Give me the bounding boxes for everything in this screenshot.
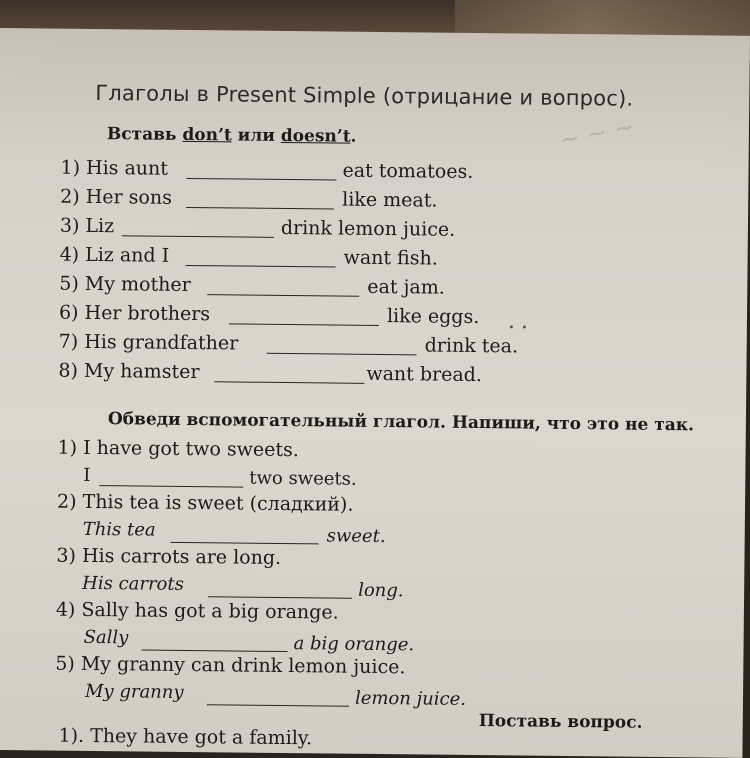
option-dont: don’t: [182, 124, 232, 146]
answer-blank[interactable]: [207, 704, 349, 706]
answer-blank[interactable]: [267, 353, 417, 356]
exercise1-item-right: drink lemon juice.: [280, 216, 456, 241]
exercise1-item-left: 6) Her brothers: [58, 301, 211, 326]
exercise2-answer-right: a big orange.: [293, 633, 415, 656]
exercise1-item-right: drink tea.: [424, 334, 519, 358]
exercise1-item-right: eat tomatoes.: [342, 159, 474, 183]
section3-heading: Поставь вопрос.: [478, 711, 643, 733]
exercise1-item-left: 8) My hamster: [58, 359, 200, 384]
stray-dot: [523, 325, 526, 328]
exercise1-item-left: 7) His grandfather: [58, 330, 239, 355]
answer-blank[interactable]: [186, 178, 336, 181]
exercise2-answer-left: His carrots: [82, 572, 185, 595]
exercise2-answer-left: Sally: [83, 626, 129, 649]
exercise1-item-left: 1) His aunt: [60, 156, 169, 180]
exercise2-sentence: 1) I have got two sweets.: [57, 436, 299, 462]
exercise2-sentence: 3) His carrots are long.: [56, 544, 282, 569]
worksheet-title: Глаголы в Present Simple (отрицание и вопрос).: [95, 81, 634, 111]
exercise1-item-right: like meat.: [342, 188, 438, 212]
exercise2-sentence: 2) This tea is sweet (сладкий).: [56, 490, 354, 516]
exercise1-item-left: 5) My mother: [59, 272, 191, 297]
exercise1-item-left: 4) Liz and I: [59, 243, 170, 267]
exercise1-item-right: want fish.: [343, 246, 438, 270]
answer-blank[interactable]: [208, 596, 352, 599]
answer-blank[interactable]: [141, 650, 287, 653]
answer-blank[interactable]: [186, 207, 334, 210]
worksheet-paper: [0, 28, 750, 758]
answer-blank[interactable]: [207, 294, 359, 297]
exercise2-answer-right: long.: [358, 579, 404, 602]
exercise2-answer-left: My granny: [84, 680, 184, 703]
option-doesnt: doesn’t: [280, 125, 351, 147]
answer-blank[interactable]: [171, 542, 319, 545]
exercise1-item-right: want bread.: [366, 362, 483, 387]
exercise2-answer-left: I: [83, 464, 91, 486]
stray-dot: [510, 325, 513, 328]
exercise2-answer-right: two sweets.: [249, 467, 357, 490]
exercise3-sentence: 1). They have got a family.: [58, 724, 313, 750]
answer-blank[interactable]: [186, 265, 336, 268]
exercise1-item-left: 2) Her sons: [60, 185, 173, 209]
exercise2-answer-right: lemon juice.: [354, 687, 467, 710]
exercise2-answer-right: sweet.: [326, 525, 386, 548]
section2-heading: Обведи вспомогательный глагол. Напиши, что это не так.: [107, 409, 695, 436]
exercise1-item-left: 3) Liz: [59, 214, 115, 238]
exercise2-sentence: 4) Sally has got a big orange.: [55, 598, 339, 624]
exercise1-item-right: like eggs.: [386, 305, 480, 329]
answer-blank[interactable]: [99, 485, 243, 488]
answer-blank[interactable]: [214, 381, 364, 384]
section1-instruction: Вставь don’t или doesn’t.: [106, 124, 357, 147]
exercise2-answer-left: This tea: [82, 518, 156, 541]
exercise2-sentence: 5) My granny can drink lemon juice.: [55, 652, 406, 679]
show-through-handwriting: ~ ~ ~: [556, 112, 637, 155]
answer-blank[interactable]: [229, 323, 379, 326]
exercise1-item-right: eat jam.: [367, 275, 445, 299]
answer-blank[interactable]: [122, 235, 274, 238]
